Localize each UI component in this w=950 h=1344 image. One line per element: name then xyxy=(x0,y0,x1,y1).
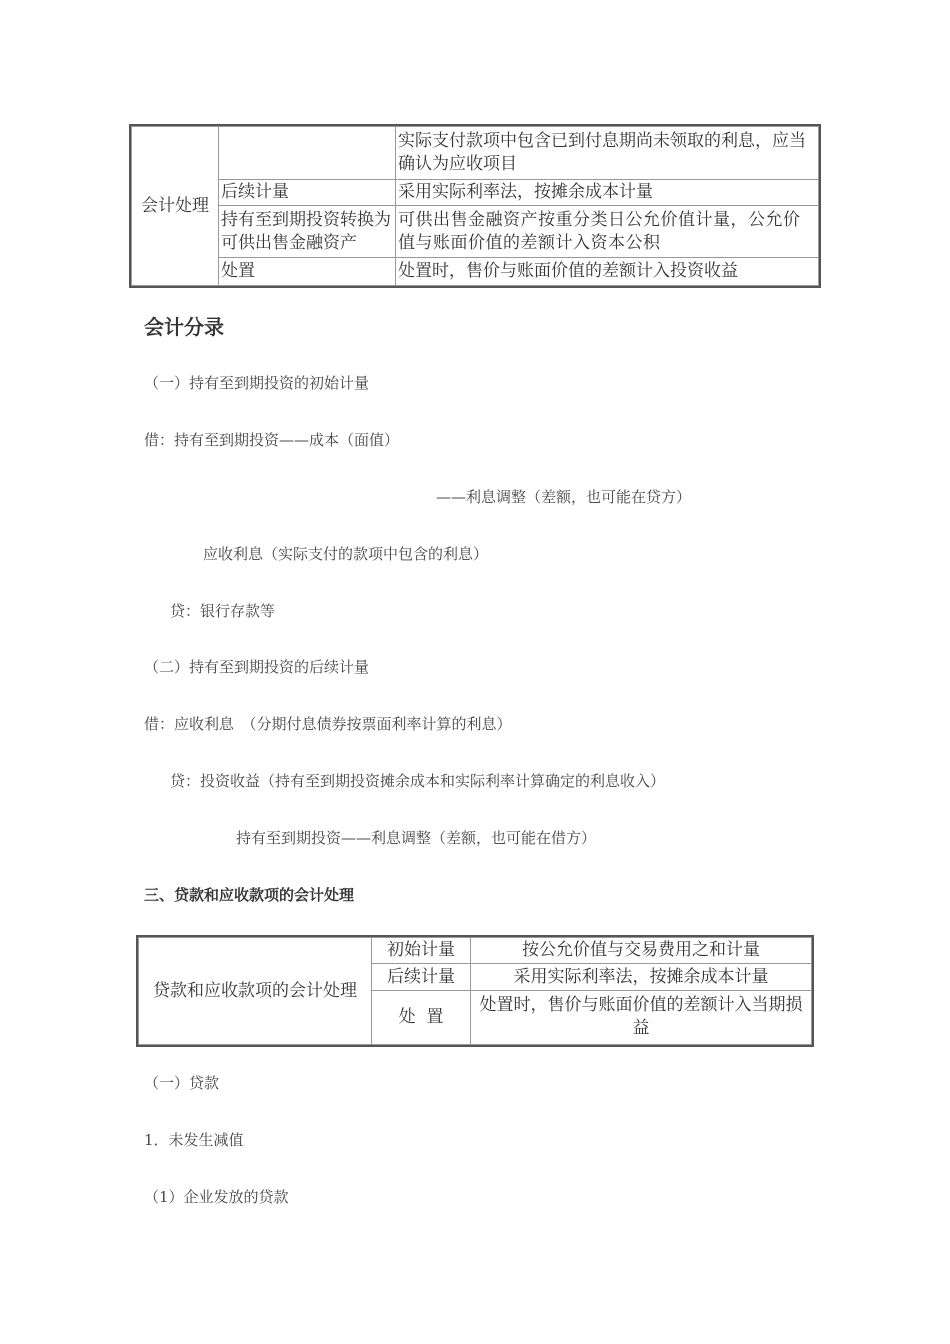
table2-row1-label: 初始计量 xyxy=(372,938,470,963)
tail-line-1: （一）贷款 xyxy=(144,1074,220,1092)
table1-row3-label: 持有至到期投资转换为可供出售金融资产 xyxy=(219,206,395,257)
tail-line-2: 1．未发生减值 xyxy=(144,1131,244,1149)
table1-row4-content: 处置时，售价与账面价值的差额计入投资收益 xyxy=(396,258,818,285)
table2-row1-content: 按公允价值与交易费用之和计量 xyxy=(471,938,811,963)
table2-category: 贷款和应收款项的会计处理 xyxy=(139,938,371,1044)
entry-line-8: 贷：投资收益（持有至到期投资摊余成本和实际利率计算确定的利息收入） xyxy=(170,772,666,790)
tail-line-3: （1）企业发放的贷款 xyxy=(144,1188,289,1206)
table1-row3-content: 可供出售金融资产按重分类日公允价值计量，公允价值与账面价值的差额计入资本公积 xyxy=(396,206,818,257)
entry-line-5: 贷：银行存款等 xyxy=(170,602,276,620)
section3-title: 三、贷款和应收款项的会计处理 xyxy=(144,886,355,904)
table1-category: 会计处理 xyxy=(132,127,218,285)
table1-row1-content: 实际支付款项中包含已到付息期尚未领取的利息，应当确认为应收项目 xyxy=(396,127,818,179)
entry-line-7: 借：应收利息 （分期付息债券按票面利率计算的利息） xyxy=(144,715,512,733)
entry-line-9: 持有至到期投资——利息调整（差额，也可能在借方） xyxy=(236,829,597,847)
loans-receivables-table xyxy=(136,935,814,1047)
entry-line-4: 应收利息（实际支付的款项中包含的利息） xyxy=(203,545,489,563)
entry-line-2: 借：持有至到期投资——成本（面值） xyxy=(144,431,400,449)
table2-row2-content: 采用实际利率法，按摊余成本计量 xyxy=(471,964,811,989)
table2-row2-label: 后续计量 xyxy=(372,964,470,989)
entry-line-6: （二）持有至到期投资的后续计量 xyxy=(144,658,370,676)
table1-row4-label: 处置 xyxy=(219,258,395,285)
table1-row2-label: 后续计量 xyxy=(219,180,395,205)
entry-line-1: （一）持有至到期投资的初始计量 xyxy=(144,374,370,392)
accounting-treatment-table xyxy=(129,124,821,288)
table2-row3-content: 处置时，售价与账面价值的差额计入当期损益 xyxy=(471,991,811,1044)
entries-title: 会计分录 xyxy=(144,315,224,339)
entry-line-3: ——利息调整（差额，也可能在贷方） xyxy=(436,488,692,506)
table2-row3-label: 处 置 xyxy=(372,991,470,1044)
table1-row1-label xyxy=(219,127,395,179)
table1-row2-content: 采用实际利率法，按摊余成本计量 xyxy=(396,180,818,205)
